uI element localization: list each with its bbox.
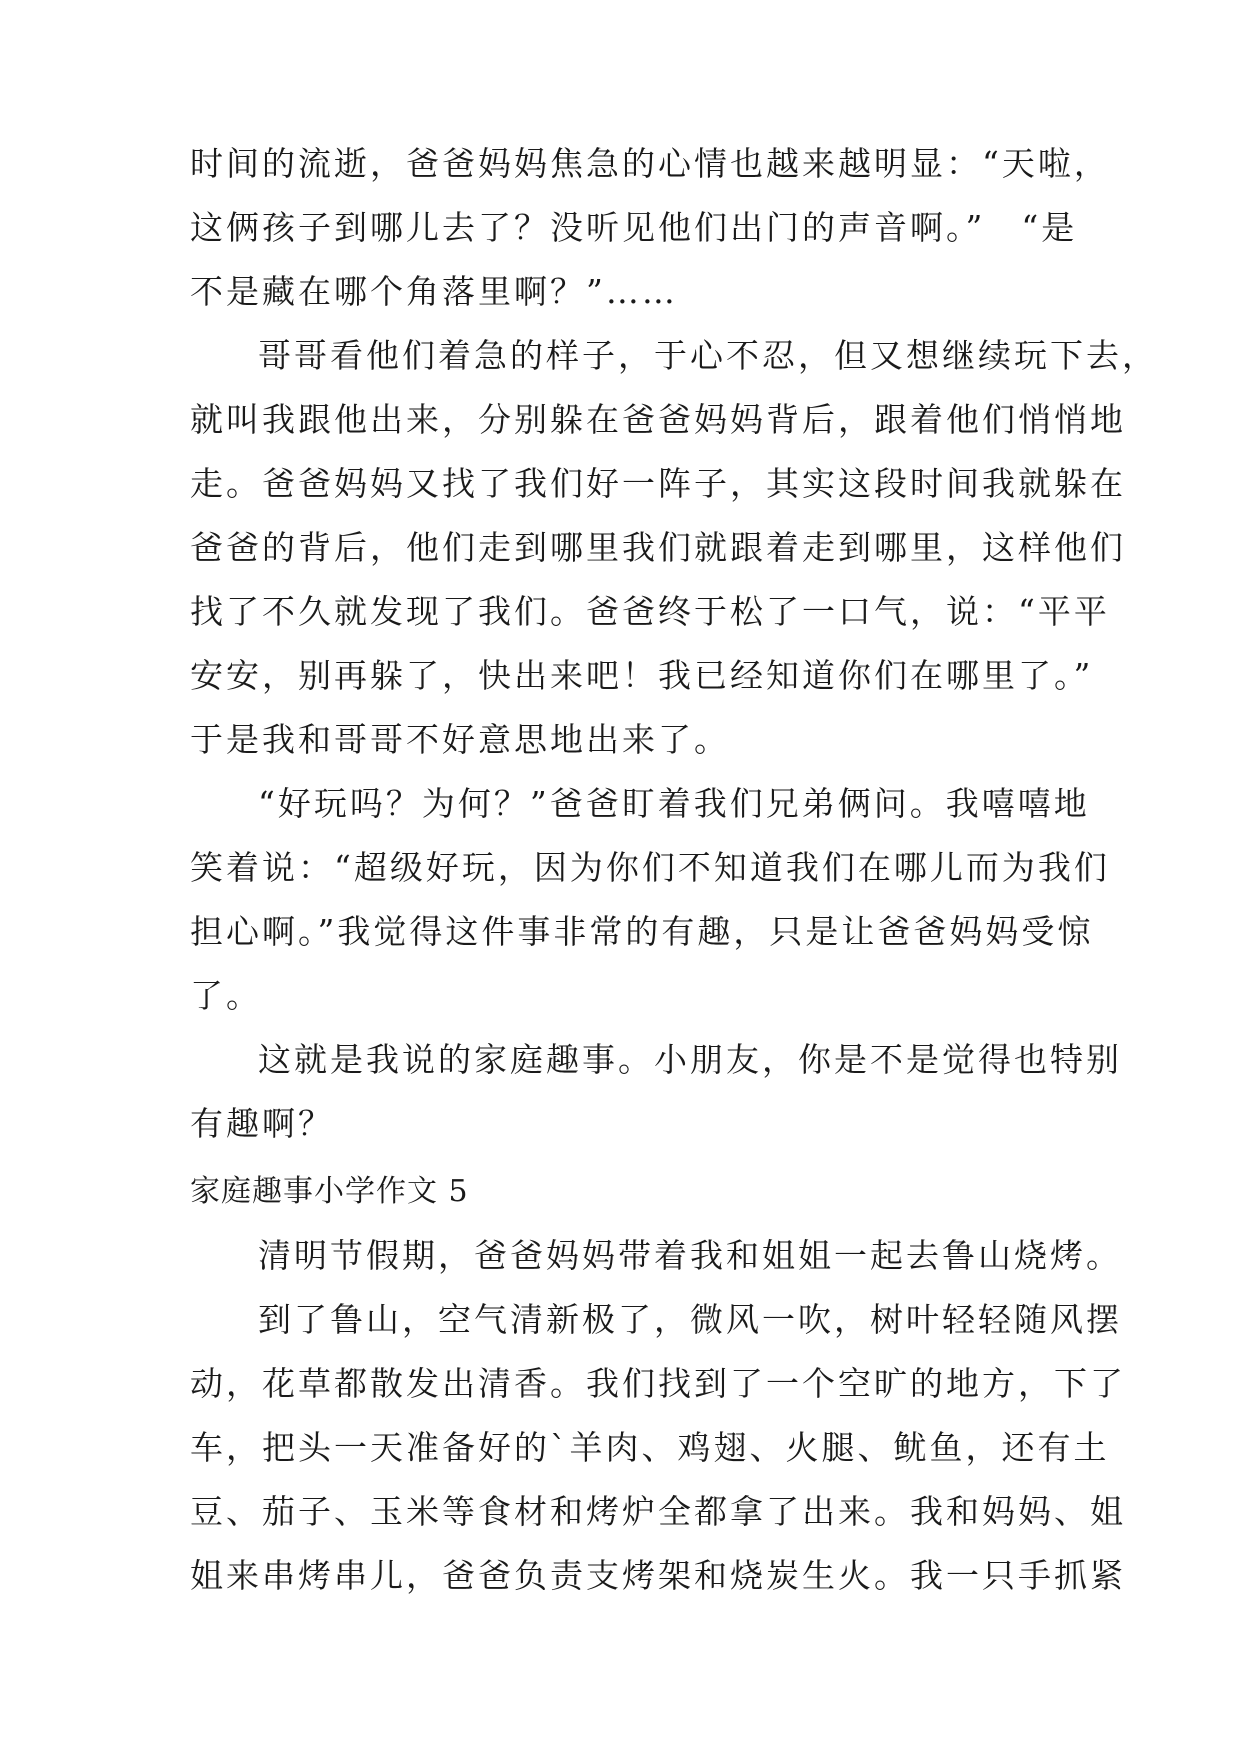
paragraph [190,132,1110,324]
paragraph [190,324,1158,772]
text-line: 清明节假期，爸爸妈妈带着我和姐姐一起去鲁山烧烤。 [258,1236,1122,1275]
text-line: 走。爸爸妈妈又找了我们好一阵子，其实这段时间我就躲在 [190,464,1126,503]
paragraph [190,1288,1126,1608]
essay-continued [190,132,1158,1156]
text-line: 豆、茄子、玉米等食材和烤炉全都拿了出来。我和妈妈、姐 [190,1492,1126,1531]
text-line: 就叫我跟他出来，分别躲在爸爸妈妈背后，跟着他们悄悄地 [190,400,1126,439]
text-line: 找了不久就发现了我们。爸爸终于松了一口气，说：“平平 [190,592,1110,631]
text-line: 时间的流逝，爸爸妈妈焦急的心情也越来越明显：“天啦， [190,144,1110,183]
text-line: 到了鲁山，空气清新极了，微风一吹，树叶轻轻随风摆 [258,1300,1122,1339]
text-line: 动，花草都散发出清香。我们找到了一个空旷的地方，下了 [190,1364,1126,1403]
text-line: 不是藏在哪个角落里啊？”…… [190,272,678,311]
text-line: 了。 [190,976,262,1015]
text-line: 有趣啊？ [190,1104,334,1143]
essay-5 [190,1160,1126,1608]
paragraph [190,1028,1122,1156]
paragraph [190,1224,1122,1288]
essay-title: 家庭趣事小学作文 5 [190,1174,469,1209]
text-line: 这就是我说的家庭趣事。小朋友，你是不是觉得也特别 [258,1040,1122,1079]
text-line: 于是我和哥哥不好意思地出来了。 [190,720,730,759]
text-line: 哥哥看他们着急的样子，于心不忍，但又想继续玩下去， [258,336,1158,375]
text-line: 担心啊。”我觉得这件事非常的有趣，只是让爸爸妈妈受惊 [190,912,1094,951]
text-line: 爸爸的背后，他们走到哪里我们就跟着走到哪里，这样他们 [190,528,1126,567]
text-line: 安安，别再躲了，快出来吧！我已经知道你们在哪里了。” [190,656,1094,695]
text-line: 车，把头一天准备好的`羊肉、鸡翅、火腿、鱿鱼，还有土 [190,1428,1110,1467]
text-line: 这俩孩子到哪儿去了？没听见他们出门的声音啊。” “是 [190,208,1078,247]
text-line: 姐来串烤串儿，爸爸负责支烤架和烧炭生火。我一只手抓紧 [190,1556,1126,1595]
text-line: “好玩吗？为何？”爸爸盯着我们兄弟俩问。我嘻嘻地 [258,784,1090,823]
text-line: 笑着说：“超级好玩，因为你们不知道我们在哪儿而为我们 [190,848,1110,887]
paragraph [190,772,1110,1028]
